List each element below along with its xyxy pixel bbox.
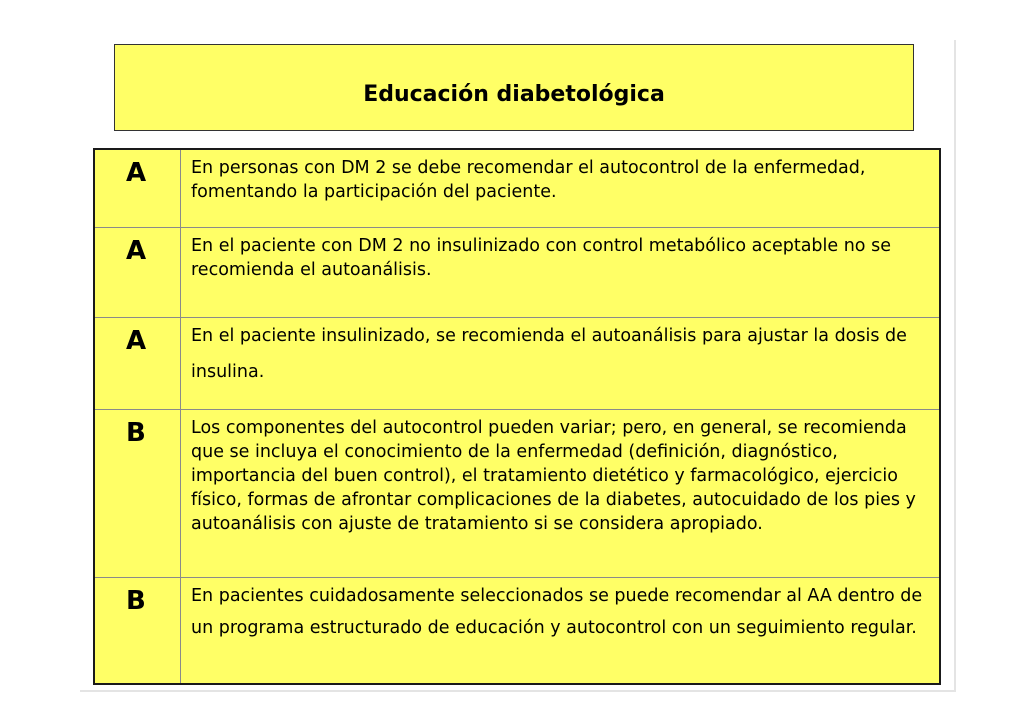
recommendation-row [95, 410, 939, 578]
evidence-grade: B [126, 418, 146, 448]
evidence-grade: A [126, 158, 147, 188]
grade-cell [95, 410, 181, 577]
recommendation-text: Los componentes del autocontrol pueden variar; pero, en general, se recomienda que se incluya el conocimiento de la enfermedad (definición, diagnóstico, importancia del buen control), el tratamiento dietético y farmacológico, ejercicio físico, formas de afrontar complicaciones de la diabetes, autocuidado de los pies y autoanálisis con ajuste de tratamiento si se considera apropiado. [191, 418, 916, 534]
grade-cell [95, 228, 181, 317]
recommendation-row [95, 578, 939, 683]
evidence-grade: A [126, 236, 147, 266]
recommendation-row [95, 228, 939, 318]
grade-cell [95, 578, 181, 683]
grade-cell [95, 318, 181, 409]
recommendations-table [93, 148, 941, 685]
page-title: Educación diabetológica [363, 82, 665, 107]
recommendation-text: En el paciente con DM 2 no insulinizado con control metabólico aceptable no se recomienda el autoanálisis. [191, 236, 891, 280]
recommendation-text: En el paciente insulinizado, se recomienda el autoanálisis para ajustar la dosis de insulina. [191, 326, 907, 382]
recommendation-text: En pacientes cuidadosamente seleccionados se puede recomendar al AA dentro de un programa estructurado de educación y autocontrol con un seguimiento regular. [191, 586, 923, 638]
evidence-grade: A [126, 326, 147, 356]
grade-cell [95, 150, 181, 227]
recommendation-row [95, 318, 939, 410]
recommendation-text: En personas con DM 2 se debe recomendar el autocontrol de la enfermedad, fomentando la participación del paciente. [191, 158, 866, 202]
evidence-grade: B [126, 586, 146, 616]
title-box [114, 44, 914, 131]
recommendation-row [95, 150, 939, 228]
